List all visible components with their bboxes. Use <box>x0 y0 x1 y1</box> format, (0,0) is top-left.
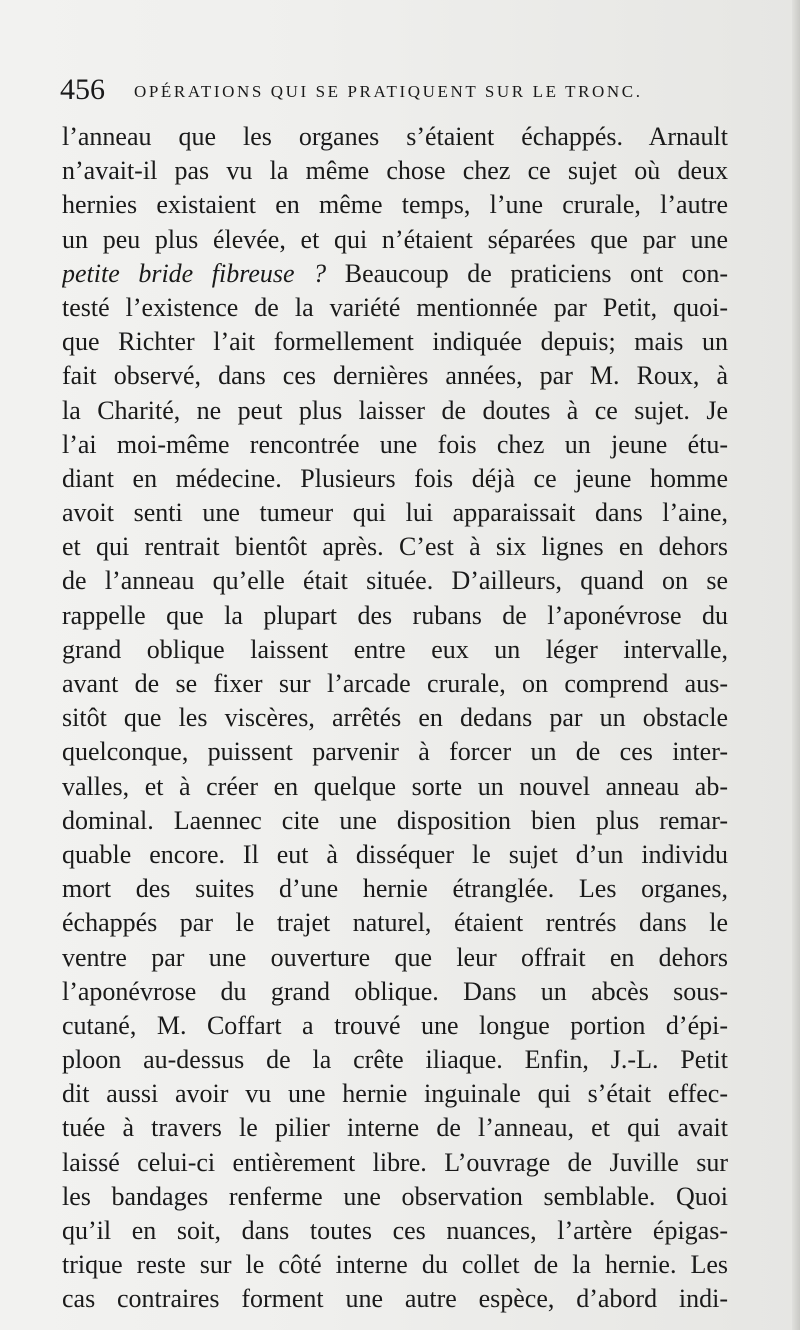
text-line: trique reste sur le côté interne du collet de la hernie. Les <box>62 1250 728 1280</box>
text-line: fait observé, dans ces dernières années, par M. Roux, à <box>62 361 728 391</box>
text-line: qu’il en soit, dans toutes ces nuances, l’artère épigas- <box>62 1216 728 1245</box>
text-line: rappelle que la plupart des rubans de l’aponévrose du <box>62 600 728 630</box>
text-line: quable encore. Il eut à disséquer le sujet d’un individu <box>62 839 728 869</box>
text-line: ploon au-dessus de la crête iliaque. Enfin, J.-L. Petit <box>62 1045 728 1075</box>
text-line: tuée à travers le pilier interne de l’anneau, et qui avait <box>62 1113 728 1143</box>
text-line: échappés par le trajet naturel, étaient rentrés dans le <box>62 908 728 938</box>
text-line: la Charité, ne peut plus laisser de doutes à ce sujet. Je <box>62 395 728 425</box>
text-line: laissé celui-ci entièrement libre. L’ouvrage de Juville sur <box>62 1147 728 1177</box>
running-head <box>60 72 740 112</box>
body-text <box>62 120 728 1317</box>
page-number: 456 <box>60 73 105 106</box>
text-line: un peu plus élevée, et qui n’étaient séparées que par une <box>62 224 728 254</box>
text-line: l’ai moi-même rencontrée une fois chez un jeune étu- <box>62 429 728 459</box>
text-line: et qui rentrait bientôt après. C’est à six lignes en dehors <box>62 532 728 562</box>
text-line: ventre par une ouverture que leur offrait en dehors <box>62 942 728 972</box>
text-line: cas contraires forment une autre espèce, d’abord indi- <box>62 1284 728 1314</box>
text-line: dit aussi avoir vu une hernie inguinale qui s’était effec- <box>62 1079 728 1109</box>
text-line: dominal. Laennec cite une disposition bien plus remar- <box>62 805 728 835</box>
text-line: avoit senti une tumeur qui lui apparaissait dans l’aine, <box>62 498 728 528</box>
page-edge <box>792 0 800 1330</box>
text-line: testé l’existence de la variété mentionnée par Petit, quoi- <box>62 292 728 322</box>
text-line: sitôt que les viscères, arrêtés en dedans par un obstacle <box>62 703 728 733</box>
text-line: quelconque, puissent parvenir à forcer un de ces inter- <box>62 737 728 767</box>
text-line: mort des suites d’une hernie étranglée. Les organes, <box>62 874 728 904</box>
running-title: OPÉRATIONS QUI SE PRATIQUENT SUR LE TRONC. <box>134 82 643 101</box>
text-line-rest: Beaucoup de praticiens ont con- <box>344 258 728 288</box>
text-line: valles, et à créer en quelque sorte un nouvel anneau ab- <box>62 771 728 801</box>
text-line: grand oblique laissent entre eux un léger intervalle, <box>62 634 728 664</box>
text-line: l’aponévrose du grand oblique. Dans un abcès sous- <box>62 976 728 1006</box>
text-line: hernies existaient en même temps, l’une crurale, l’autre <box>62 190 728 220</box>
text-line: n’avait-il pas vu la même chose chez ce sujet où deux <box>62 156 728 186</box>
text-line: cutané, M. Coffart a trouvé une longue portion d’épi- <box>62 1010 728 1040</box>
text-line: l’anneau que les organes s’étaient échappés. Arnault <box>62 122 728 151</box>
text-line: avant de se fixer sur l’arcade crurale, on comprend aus- <box>62 669 728 698</box>
italic-phrase: petite bride fibreuse ? <box>62 258 327 288</box>
text-line: diant en médecine. Plusieurs fois déjà ce jeune homme <box>62 463 728 493</box>
text-line: de l’anneau qu’elle était située. D’ailleurs, quand on se <box>62 566 728 596</box>
text-line: que Richter l’ait formellement indiquée depuis; mais un <box>62 327 728 357</box>
text-line <box>62 257 728 291</box>
text-line: les bandages renferme une observation semblable. Quoi <box>62 1181 728 1211</box>
